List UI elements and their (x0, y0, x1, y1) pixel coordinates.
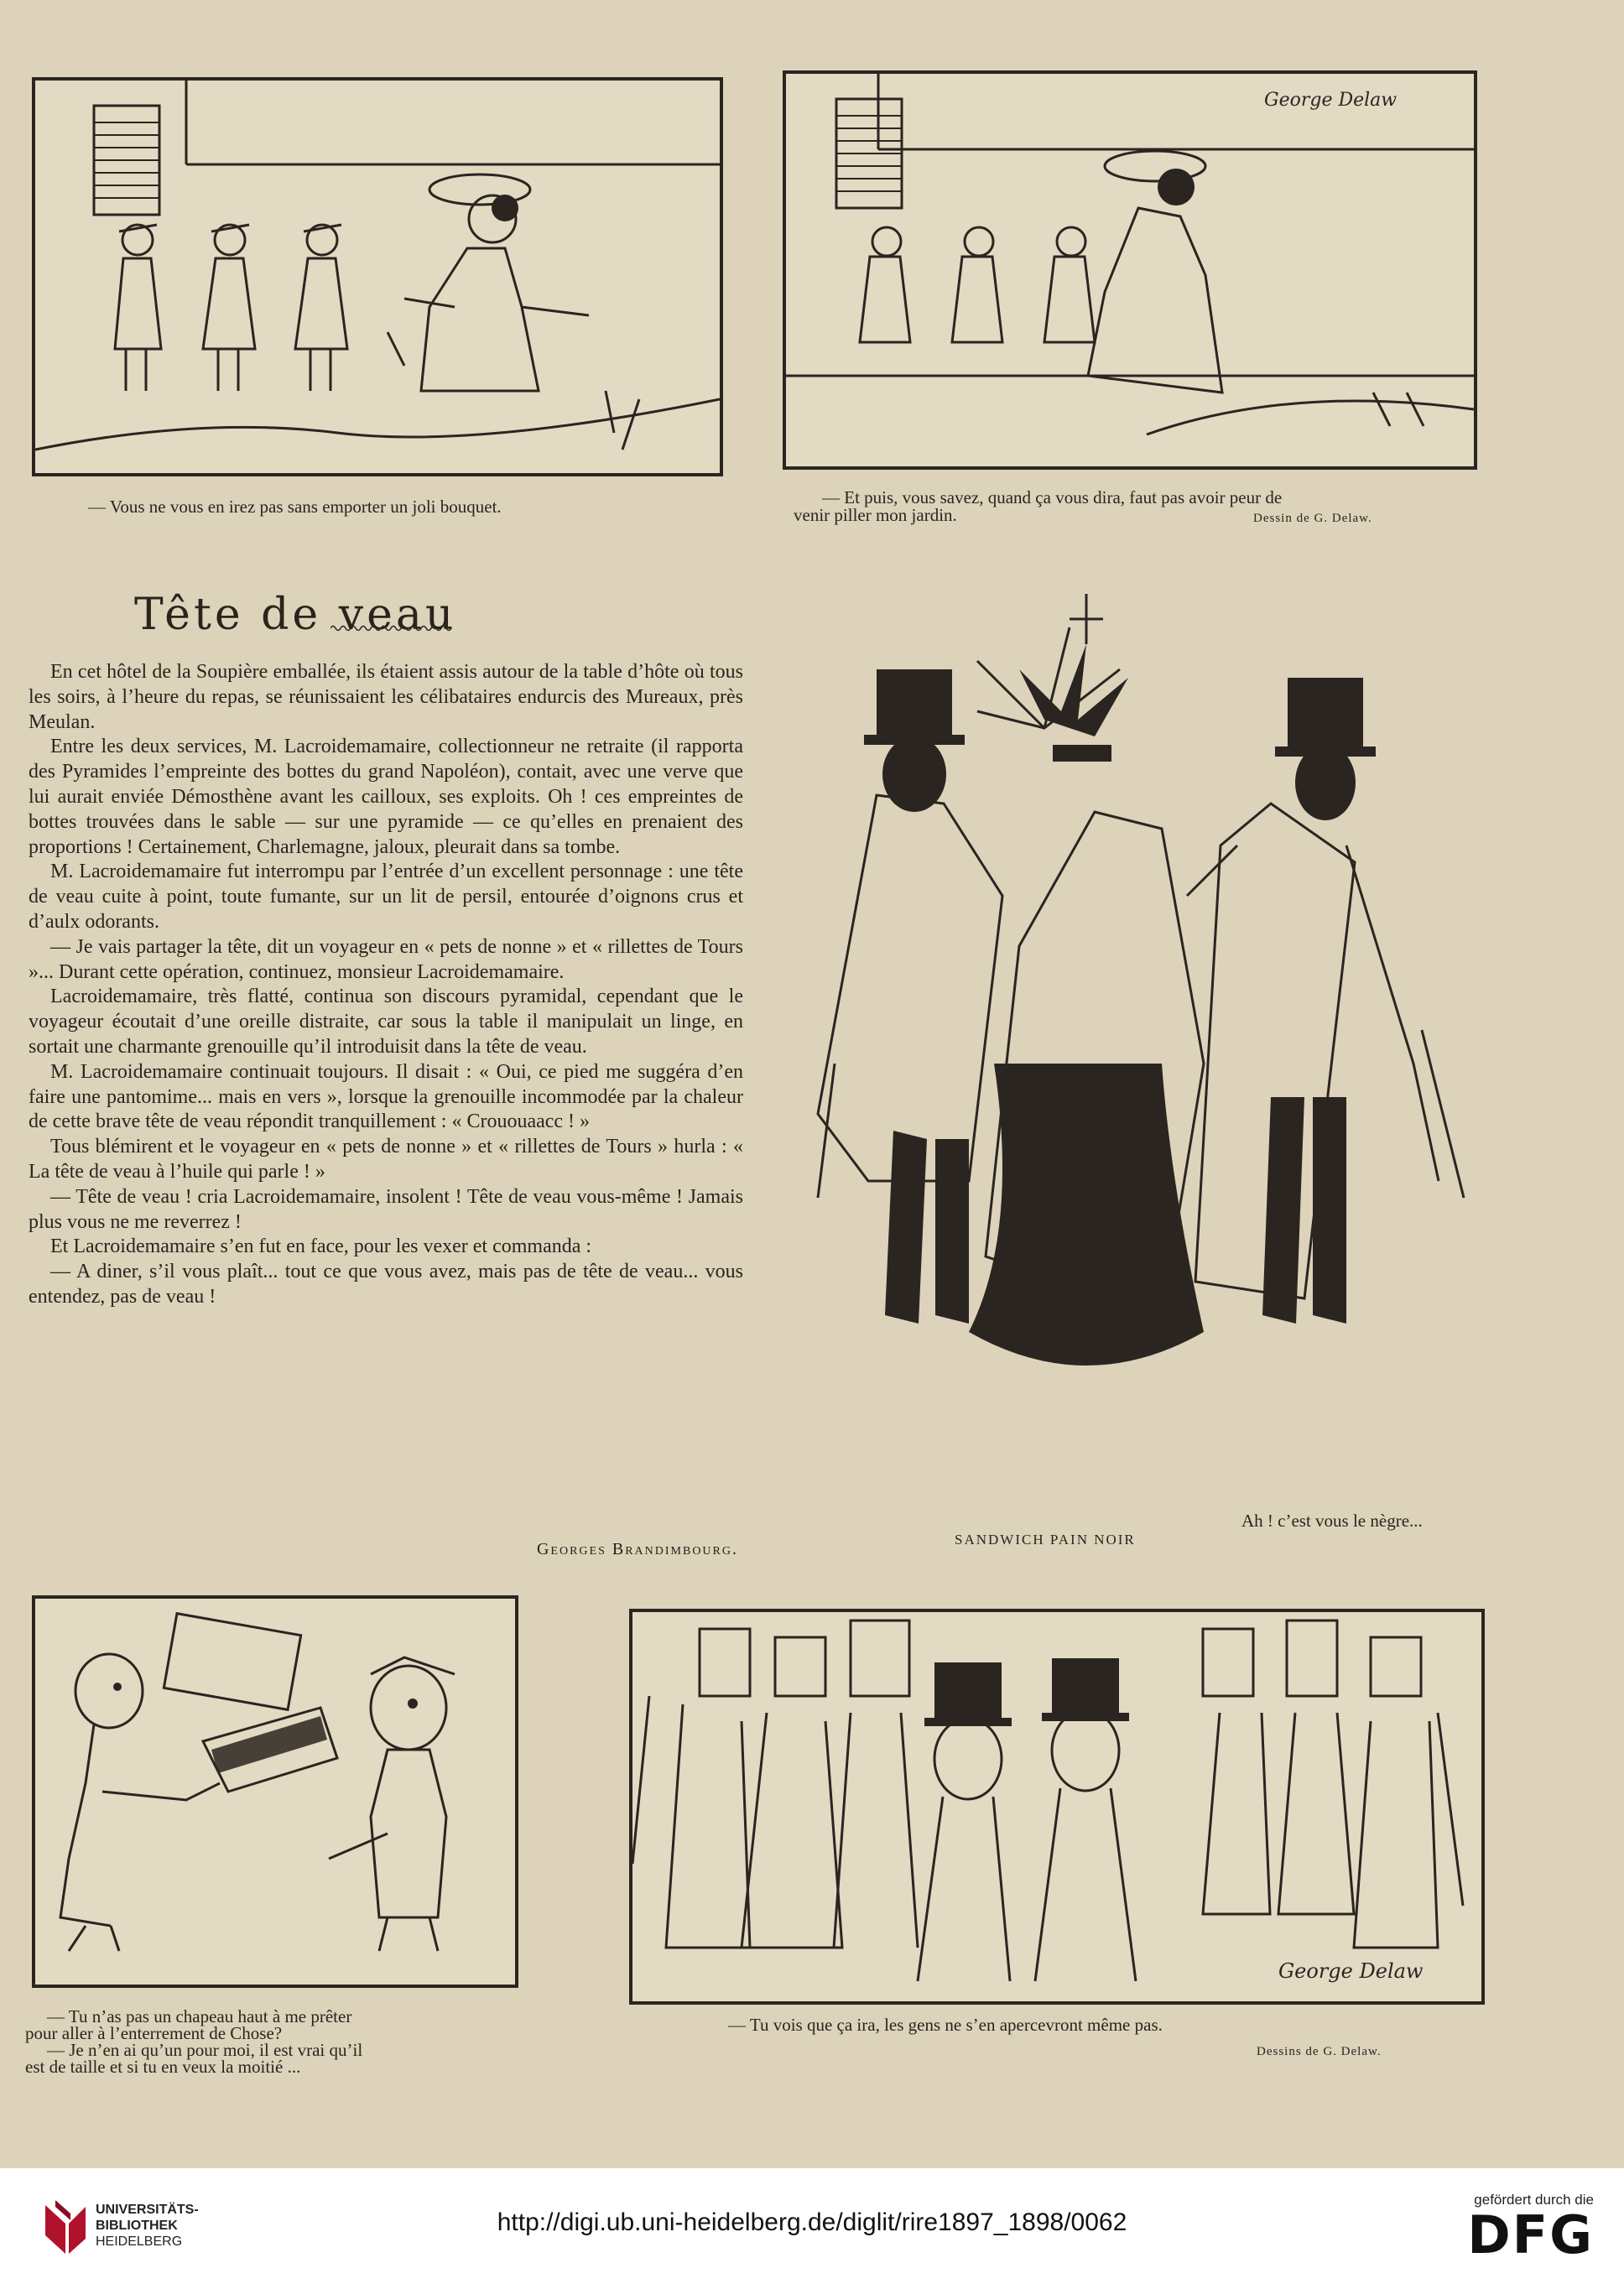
cartoon-top-right-caption-1: — Et puis, vous savez, quand ça vous dira, faut pas avoir peur de (822, 487, 1283, 507)
dfg-logo-text: DFG (1467, 2204, 1594, 2266)
cartoon-bottom-right (629, 1609, 1485, 2005)
cartoon-bottom-right-signature: George Delaw (1278, 1959, 1424, 1983)
digitization-footer (0, 2168, 1624, 2289)
article-author: Georges Brandimbourg. (536, 1540, 738, 1558)
library-name-line2: BIBLIOTHEK (96, 2219, 178, 2233)
article-paragraph: Et Lacroidemamaire s’en fut en face, pour les vexer et commanda : (50, 1236, 592, 1258)
article-paragraph: Tous blémirent et le voyageur en « pets de nonne » et « rillettes de Tours » hurla : « La tête de veau à l’huile qui parle ! » (29, 1136, 743, 1183)
article-body (29, 660, 743, 1310)
cartoon-top-right-caption-2: venir piller mon jardin. (794, 505, 957, 525)
cartoon-crowd-drawing (632, 1612, 1481, 2001)
cartoon-bottom-left (32, 1595, 518, 1988)
article-paragraph: — Tête de veau ! cria Lacroidemamaire, insolent ! Tête de veau vous-même ! Jamais plus vous ne me reverrez ! (29, 1185, 743, 1233)
cartoon-bottom-left-caption-2: pour aller à l’enterrement de Chose? (25, 2023, 283, 2043)
dfg-funding-logo[interactable] (1426, 2192, 1594, 2267)
article-paragraph: — Je vais partager la tête, dit un voyageur en « pets de nonne » et « rillettes de Tours »... Durant cette opération, continuez, monsieur Lacroidemamaire. (29, 935, 743, 983)
article-title: Tête de veau (134, 589, 457, 640)
cartoon-top-right-signature: George Delaw (1264, 90, 1398, 111)
article-paragraph: M. Lacroidemamaire continuait toujours. Il disait : « Oui, ce pied me suggéra d’en faire une pantomime... mais en vers », lorsque la grenouille incommodée par la chaleur de cette brave tête de veau répondit tranquillement : « Crououaacc ! » (29, 1060, 743, 1133)
cartoon-top-hats-drawing (35, 1599, 515, 1985)
library-name-line1: UNIVERSITÄTS- (96, 2203, 199, 2217)
center-caption-title: SANDWICH PAIN NOIR (955, 1532, 1136, 1548)
article-paragraph: En cet hôtel de la Soupière emballée, ils étaient assis autour de la table d’hôte où tous les soirs, à l’heure du repas, se réunissaient les célibataires endurcis des Mureaux, près Meulan. (29, 661, 743, 733)
cartoon-bottom-right-caption: — Tu vois que ça ira, les gens ne s’en apercevront même pas. (728, 2015, 1163, 2035)
sandwich-illustration (768, 594, 1489, 1508)
permalink-url[interactable]: http://digi.ub.uni-heidelberg.de/diglit/rire1897_1898/0062 (497, 2208, 1127, 2236)
cartoon-top-right-credit: Dessin de G. Delaw. (1253, 512, 1372, 525)
cartoon-bottom-left-caption-1: — Tu n’as pas un chapeau haut à me prêter (47, 2006, 352, 2026)
cartoon-girls-garden-drawing (786, 74, 1474, 466)
sandwich-figures-drawing (768, 594, 1489, 1508)
article-paragraph: Lacroidemamaire, très flatté, continua son discours pyramidal, cependant que le voyageur écoutait d’une oreille distraite, car sous la table il manipulait un linge, en sortait une charmante grenouille qu’il introduisit dans la tête de veau. (29, 986, 743, 1058)
cartoon-bottom-right-credit: Dessins de G. Delaw. (1257, 2045, 1382, 2058)
article-paragraph: Entre les deux services, M. Lacroidemamaire, collectionneur ne retraite (il rapporta des Pyramides l’empreinte des bottes du grand Napoléon), contait, avec une verve que lui aurait enviée Démosthène avant les cailloux, ses exploits. Oh ! ces empreintes de bottes trouvées dans le sable — sur une pyramide — ce qu’elles en prenaient des proportions ! Certainement, Charlemagne, jaloux, pleurait dans sa tombe. (29, 736, 743, 858)
cartoon-bottom-left-caption-3: — Je n’en ai qu’un pour moi, il est vrai qu’il (47, 2040, 363, 2060)
center-caption-right: Ah ! c’est vous le nègre... (1241, 1511, 1423, 1531)
cartoon-girls-bouquet-drawing (35, 81, 720, 473)
article-paragraph: M. Lacroidemamaire fut interrompu par l’entrée d’un excellent personnage : une tête de veau cuite à point, toute fumante, sur un lit de persil, entourée d’oignons crus et d’aulx odorants. (29, 861, 743, 933)
article-paragraph: — A diner, s’il vous plaît... tout ce que vous avez, mais pas de tête de veau... vous entendez, pas de veau ! (29, 1261, 743, 1308)
cartoon-bottom-left-caption-4: est de taille et si tu en veux la moitié ... (25, 2057, 301, 2077)
funding-text: gefördert durch die (1474, 2192, 1594, 2208)
cartoon-top-left-caption: — Vous ne vous en irez pas sans emporter un joli bouquet. (88, 497, 502, 517)
cartoon-top-right (783, 70, 1477, 470)
title-ornament (331, 624, 453, 632)
library-name-line3: HEIDELBERG (96, 2234, 183, 2249)
cartoon-top-left (32, 77, 723, 476)
